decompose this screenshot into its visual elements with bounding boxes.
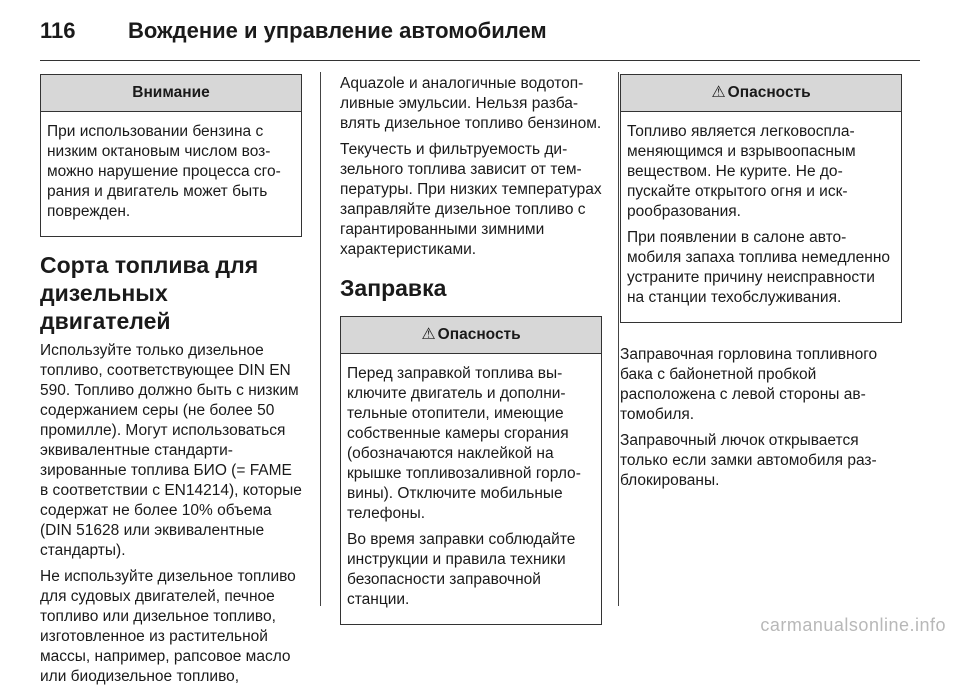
- column-1: [40, 74, 302, 693]
- notice-text: При использовании бензина с низким октановым числом возможно нарушение процесса сгорания и двигатель может быть поврежден.: [47, 123, 281, 220]
- watermark: carmanualsonline.info: [760, 615, 946, 635]
- column-2: [340, 74, 602, 639]
- notice-box: [40, 74, 302, 237]
- page-number: 116: [40, 18, 76, 43]
- danger-title: Опасность: [727, 84, 811, 101]
- danger-text: Топливо является легковоспламеняющимся и взрывоопасным веществом. Не курите. Не допускайте открытого огня и искрообразования.: [627, 123, 856, 220]
- paragraph: Aquazole и аналогичные водотопливные эмульсии. Нельзя разбавлять дизельное топливо бензином.: [340, 75, 602, 132]
- danger-box: [340, 316, 602, 625]
- column-divider: [320, 72, 321, 606]
- paragraph: Используйте только дизельное топливо, соответствующее DIN EN 590. Топливо должно быть с низким содержанием серы (не более 50 промилле). Могут использоваться эквивалентные стандартизированные топлива БИО (= FAME в соответствии с EN14214), которые содержат не более 10% объема (DIN 51628 или эквивалентные стандарты).: [40, 342, 302, 559]
- paragraph: Заправочная горловина топливного бака с байонетной пробкой расположена с левой стороны автомобиля.: [620, 346, 878, 423]
- danger-text: Перед заправкой топлива выключите двигатель и дополнительные отопители, имеющие собственные камеры сгорания (обозначаются наклейкой на крышке топливозаливной горловины). Отключите мобильные телефоны.: [347, 365, 581, 522]
- section-heading-diesel: Сорта топлива для дизельных двигателей: [40, 252, 259, 334]
- warning-triangle-icon: ⚠: [421, 326, 436, 343]
- danger-title-bar: [621, 75, 901, 112]
- page-header: [40, 18, 920, 58]
- column-3: [620, 74, 902, 497]
- danger-title: Опасность: [437, 326, 521, 343]
- warning-triangle-icon: ⚠: [711, 84, 726, 101]
- danger-text: Во время заправки соблюдайте инструкции и правила техники безопасности заправочной станции.: [347, 531, 576, 608]
- danger-title-bar: [341, 317, 601, 354]
- column-divider: [618, 72, 619, 606]
- notice-title: Внимание: [41, 75, 301, 112]
- paragraph: Текучесть и фильтруемость дизельного топлива зависит от температуры. При низких температурах заправляйте дизельное топливо с гарантированными зимними характеристиками.: [340, 141, 602, 258]
- page-title: Вождение и управление автомобилем: [128, 18, 547, 43]
- paragraph: Заправочный лючок открывается только если замки автомобиля разблокированы.: [620, 432, 877, 489]
- section-heading-refuel: Заправка: [340, 275, 447, 301]
- paragraph: Не используйте дизельное топливо для судовых двигателей, печное топливо или дизельное топливо, изготовленное из растительной массы, например, рапсовое масло или биодизельное топливо,: [40, 568, 296, 685]
- header-rule: [40, 60, 920, 61]
- danger-text: При появлении в салоне автомобиля запаха топлива немедленно устраните причину неисправности на станции техобслуживания.: [627, 229, 890, 306]
- danger-box: [620, 74, 902, 323]
